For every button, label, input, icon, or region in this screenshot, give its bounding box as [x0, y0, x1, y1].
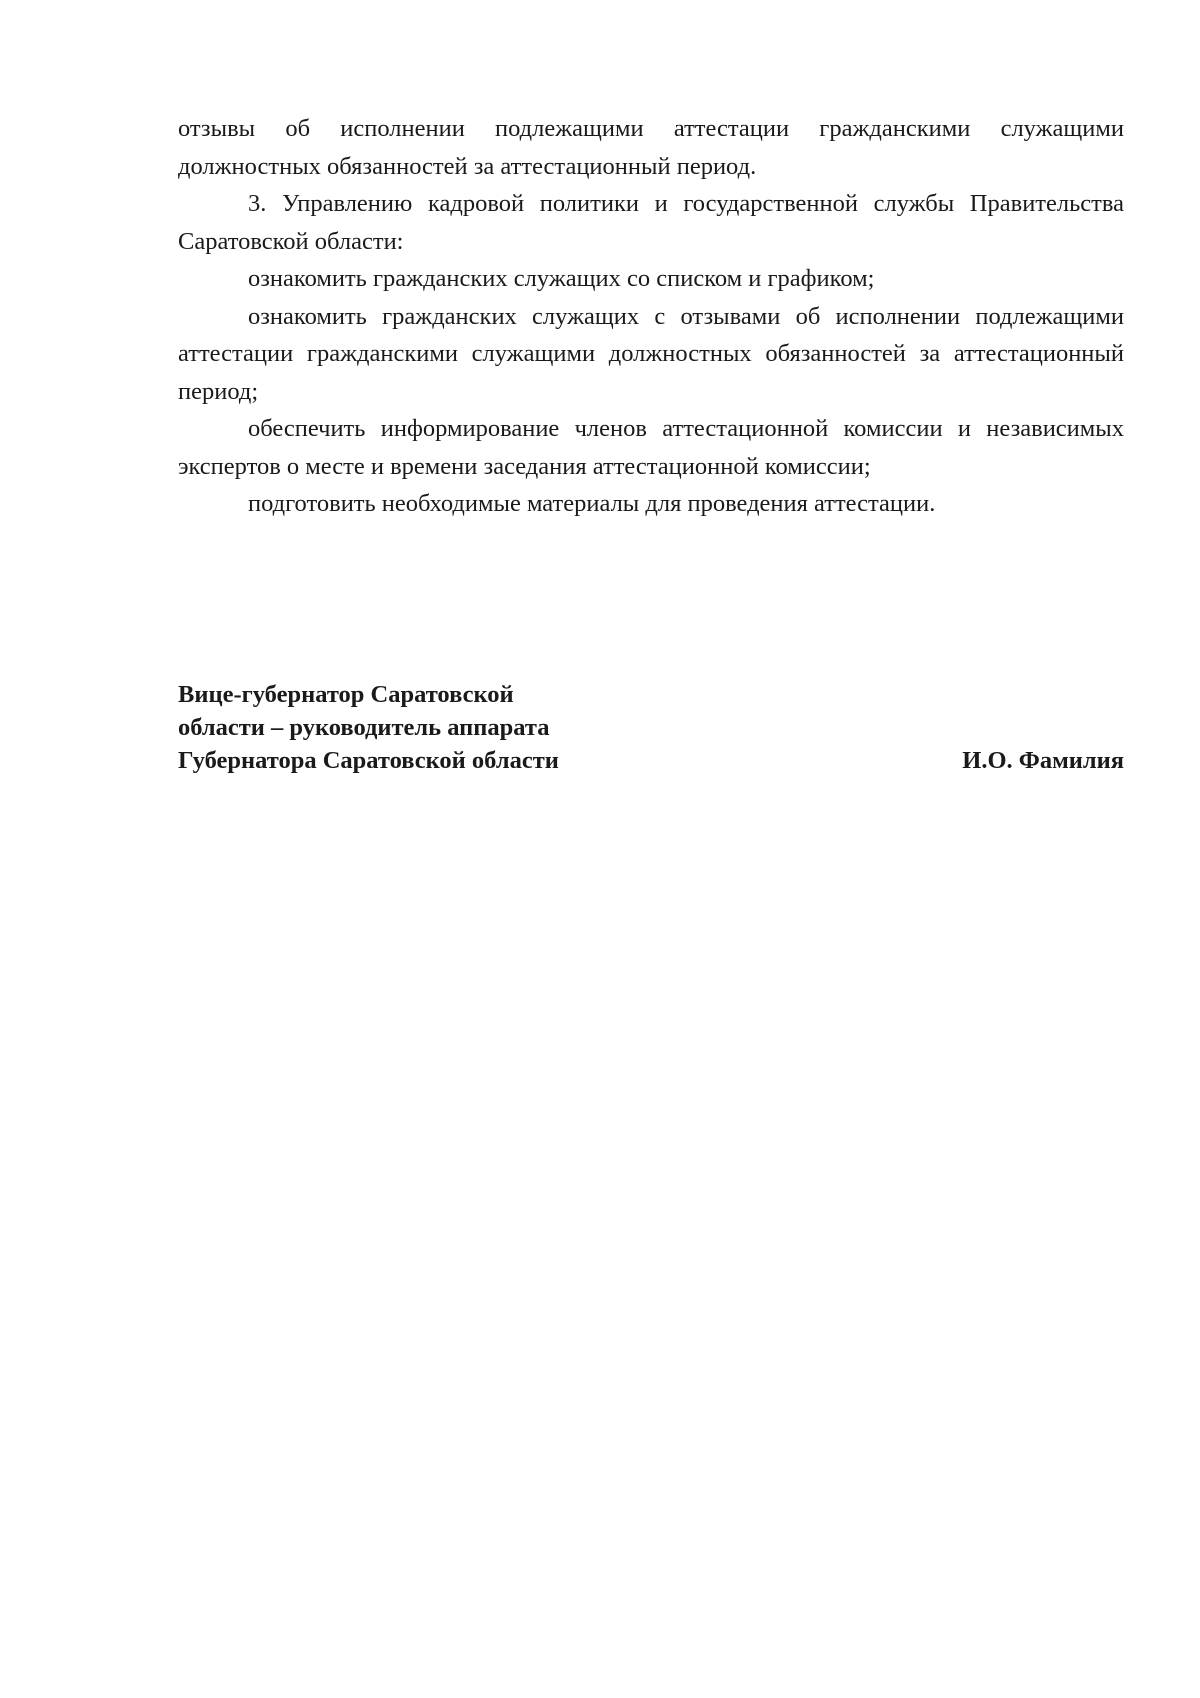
signatory-name: И.О. Фамилия — [962, 747, 1124, 774]
paragraph-inform-members: обеспечить информирование членов аттестационной комиссии и независимых экспертов о месте и времени заседания аттестационной комиссии; — [178, 415, 1124, 480]
paragraph-continuation: отзывы об исполнении подлежащими аттестации гражданскими служащими должностных обязанностей за аттестационный период. — [178, 115, 1124, 180]
signatory-title-line: области – руководитель аппарата — [178, 714, 550, 741]
paragraph-acquaint-list: ознакомить гражданских служащих со списком и графиком; — [248, 265, 875, 292]
paragraph-item-3: 3. Управлению кадровой политики и государственной службы Правительства Саратовской области: — [178, 190, 1124, 255]
document-body — [178, 110, 1124, 523]
signatory-title-line: Губернатора Саратовской области — [178, 747, 559, 774]
signatory-title-line: Вице-губернатор Саратовской — [178, 681, 514, 708]
signatory-title — [178, 678, 738, 777]
paragraph-acquaint-reviews: ознакомить гражданских служащих с отзывами об исполнении подлежащими аттестации гражданскими служащими должностных обязанностей за аттестационный период; — [178, 302, 1124, 405]
paragraph-prepare-materials: подготовить необходимые материалы для проведения аттестации. — [248, 490, 936, 517]
